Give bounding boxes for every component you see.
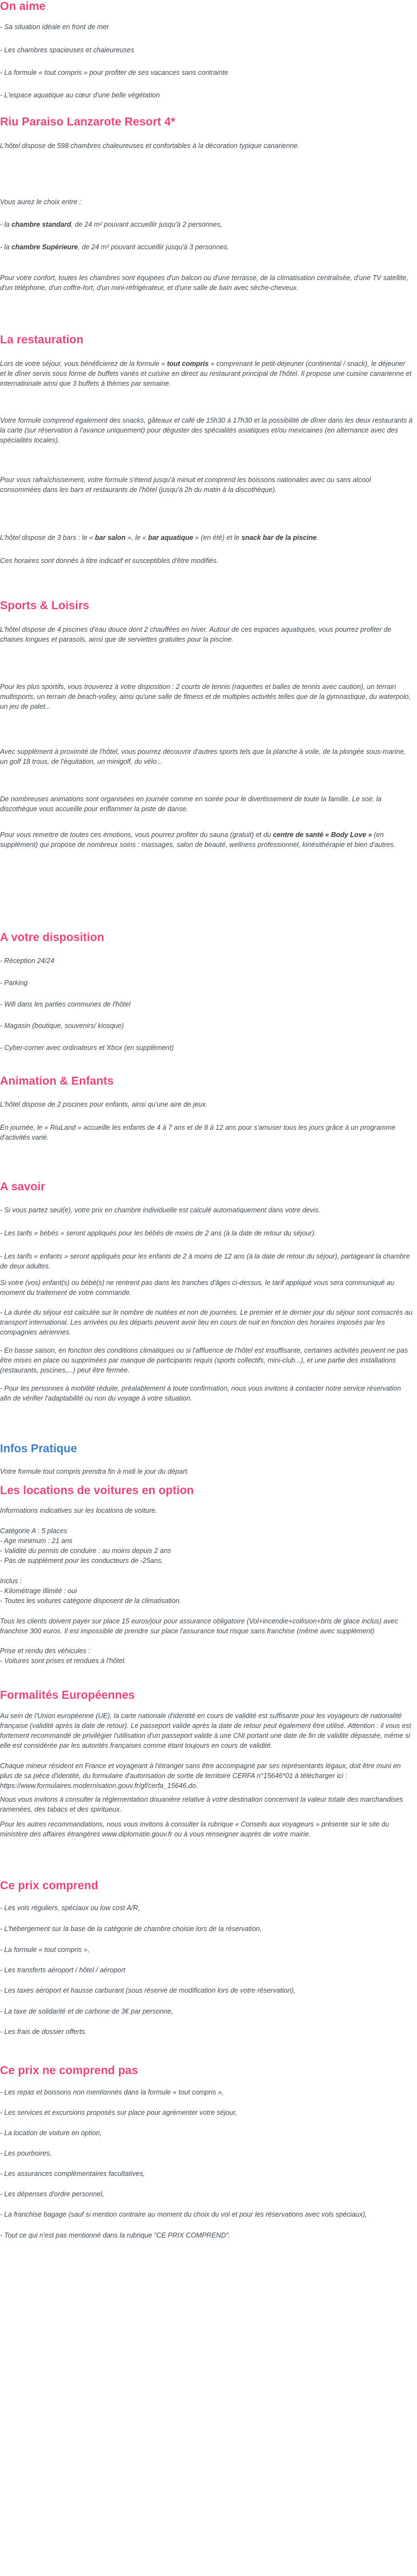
list-item: - Les transferts aéroport / hôtel / aéroport xyxy=(0,1966,125,1974)
list-item: - Les chambres spacieuses et chaleureuses xyxy=(0,46,134,54)
locations-inclus: - Toutes les voitures catégorie disposent de la climatisation. xyxy=(0,1597,182,1605)
room-standard-name: chambre standard xyxy=(11,221,72,228)
section-title-disposition: A votre disposition xyxy=(0,931,105,944)
formalites-p4: Pour les autres recommandations, nous vous invitons à consulter la rubrique « Conseils aux voyageurs » présente sur le site du ministère des affaires étrangères www.diplomatie.gouv.fr ou à vous renseigner auprès de votre mairie. xyxy=(0,1820,389,1838)
list-item: - La formule « tout compris » pour profiter de ses vacances sans contrainte xyxy=(0,69,228,76)
bar-salon: bar salon xyxy=(95,534,126,542)
room-superieure-detail: , de 24 m² pouvant accueillir jusqu'à 3 personnes. xyxy=(78,243,229,251)
section-title-locations: Les locations de voitures en option xyxy=(0,1484,194,1497)
list-item: - Les frais de dossier offerts. xyxy=(0,2028,87,2036)
sports-p5-prefix: Pour vous remettre de toutes ces émotions, vous pourrez profiter du sauna (gratuit) et du xyxy=(0,831,273,839)
room-standard xyxy=(0,220,413,229)
locations-line: - Pas de supplément pour les conducteurs de -25ans. xyxy=(0,1557,163,1565)
list-item: - Les vols réguliers, spéciaux ou low cost A/R, xyxy=(0,1904,140,1912)
section-title-hotel: Riu Paraiso Lanzarote Resort 4* xyxy=(0,116,175,128)
list-item: - Parking xyxy=(0,979,28,987)
locations-p1: Informations indicatives sur les locations de voiture. xyxy=(0,1507,157,1514)
bars-sep-1: », le « xyxy=(125,534,149,542)
body-love-label: centre de santé « Body Love » xyxy=(273,831,372,839)
restauration-note: Ces horaires sont donnés à titre indicatif et susceptibles d'être modifiés. xyxy=(0,557,219,565)
locations-line: Catégorie A : 5 places xyxy=(0,1527,68,1535)
locations-prise: - Voitures sont prises et rendues à l'hôtel. xyxy=(0,1657,127,1665)
sports-p5 xyxy=(0,830,413,850)
list-item: - La franchise bagage (sauf si mention contraire au moment du choix du vol et pour les réservations avec vols spéciaux), xyxy=(0,2211,367,2218)
list-item: - Pour les personnes à mobilité réduite, préalablement à toute confirmation, nous vous invitons à contacter notre service réservation afin de vérifier l'adaptabilité ou non du voyage à votre situation. xyxy=(0,1385,401,1402)
list-item: - En basse saison, en fonction des conditions climatiques ou si l'affluence de l'hôtel est insuffisante, certaines activités peuvent ne pas être mises en place ou supprimées par manque de participants requis (sports collectifs, mini-club...), et une partie des installations (restaurants, piscines,...) peut être fermée. xyxy=(0,1347,408,1374)
restauration-p3: Pour vous rafraîchissement, votre formule s'étend jusqu'à minuit et comprend les boissons nationales avec ou sans alcool consommées dans les bars et restaurants de l'hôtel (jusqu'à 2h du matin à la discothèque). xyxy=(0,476,371,494)
tout-compris-label: tout compris xyxy=(167,360,209,368)
section-title-ne-comprend-pas: Ce prix ne comprend pas xyxy=(0,2064,138,2077)
room-choice-lead: Vous aurez le choix entre : xyxy=(0,198,81,206)
room-superieure-name: chambre Supérieure xyxy=(11,243,78,251)
section-title-infos: Infos Pratique xyxy=(0,1442,78,1455)
bars-suffix: . xyxy=(316,534,319,542)
list-item: - Les tarifs « enfants » seront appliqués pour les enfants de 2 à moins de 12 ans (à la date de retour du séjour), partageant la chambre de deux adultes. xyxy=(0,1253,410,1270)
restauration-p1 xyxy=(0,359,413,389)
formalites-p2: Chaque mineur résident en France et voyageant à l'étranger sans être accompagné par ses représentants légaux, doit être muni en plus de sa pièce d'identité, du formulaire d'autorisation de sortie de territoire CERFA n°15646*01 à télécharger ici : https://www.formulaires.modernisation.gouv.fr/gf/cerfa_15646.do. xyxy=(0,1762,401,1790)
sports-p2: Pour les plus sportifs, vous trouverez à votre disposition : 2 courts de tennis (raquettes et balles de tennis avec caution), un terrain multisports, un terrain de beach-volley, ainsi qu'une salle de fitness et de multiples activités telles que de la gymnastique, du waterpolo, un jeu de palet... xyxy=(0,683,411,710)
list-item: - Magasin (boutique, souvenirs/ kiosque) xyxy=(0,1022,124,1030)
sports-p3: Avec supplément à proximité de l'hôtel, vous pourrez découvrir d'autres sports tels que la planche à voile, de la plongée sous-marine, un golf 18 trous, de l'équitation, un minigolf, du vélo... xyxy=(0,748,406,765)
room-comfort: Pour votre confort, toutes les chambres sont équipées d'un balcon ou d'une terrasse, de la climatisation centralisée, d'une TV satellite, d'un téléphone, d'un coffre-fort, d'un mini-réfrigérateur, et d'une salle de bain avec sèche-cheveux. xyxy=(0,274,409,292)
list-item: - Les dépenses d'ordre personnel, xyxy=(0,2190,105,2198)
list-item: - Tout ce qui n'est pas mentionné dans la rubrique "CE PRIX COMPREND". xyxy=(0,2232,231,2239)
list-item: - L'hébergement sur la base de la catégorie de chambre choisie lors de la réservation, xyxy=(0,1925,262,1933)
list-item: - Réception 24/24 xyxy=(0,957,54,965)
locations-p3: Tous les clients doivent payer sur place 15 euros/jour pour assurance obligatoire (Vol+incendie+collision+bris de glace inclus) avec franchise 300 euros. Il est impossible de prendre sur place l'assurance tout risque sans franchise (même avec supplément) xyxy=(0,1617,398,1635)
list-item: - Cyber-corner avec ordinateurs et Xbox (en supplément) xyxy=(0,1044,174,1052)
bar-aquatique: bar aquatique xyxy=(148,534,194,542)
locations-inclus: Inclus : xyxy=(0,1577,22,1585)
list-item: - Wifi dans les parties communes de l'hôtel xyxy=(0,1000,131,1008)
locations-line: - Validité du permis de conduire : au moins depuis 2 ans xyxy=(0,1547,171,1555)
locations-line: - Age minimum : 21 ans xyxy=(0,1537,73,1545)
infos-p1: Votre formule tout compris prendra fin à midi le jour du départ. xyxy=(0,1468,189,1475)
restauration-p2: Votre formule comprend également des snacks, gâteaux et café de 15h30 à 17h30 et la possibilité de dîner dans les deux restaurants à la carte (sur réservation à l'avance uniquement) pour déguster des spécialités asiatiques et/ou mexicaines (en alternance avec des spécialités locales). xyxy=(0,417,413,444)
room-superieure xyxy=(0,242,413,252)
locations-inclus: - Kilométrage illimité : oui xyxy=(0,1587,77,1595)
section-title-sports: Sports & Loisirs xyxy=(0,599,90,612)
section-title-on-aime: On aime xyxy=(0,0,46,13)
list-item: - Les services et excursions proposés sur place pour agrémenter votre séjour, xyxy=(0,2109,237,2116)
list-item: - Les taxes aéroport et hausse carburant (sous réserve de modification lors de votre réservation), xyxy=(0,1987,296,1994)
section-title-a-savoir: A savoir xyxy=(0,1180,46,1193)
list-item: - La durée du séjour est calculée sur le nombre de nuitées et non de journées. Le premier et le dernier jour du séjour sont consacrés au transport international. Les arrivées ou les départs peuvent avoir lieu en cours de nuit en fonction des horaires imposés par les compagnies aériennes. xyxy=(0,1309,413,1336)
list-item: - Les tarifs « bébés » seront appliqués pour les bébés de moins de 2 ans (à la date de retour du séjour). xyxy=(0,1229,316,1237)
restauration-bars xyxy=(0,533,413,543)
formalites-p1: Au sein de l'Union européenne (UE), la carte nationale d'identité en cours de validité est suffisante pour les voyageurs de nationalité française (validité après la date de retour). Le passeport valide après la date de retour peut également être utilisé. Attention : il vous est fortement recommandé de privilégier l'utilisation d'un passeport valide à une CNI portant une date de fin de validité dépassée, même si elle est considérée par les autorités françaises comme étant toujours en cours de validité. xyxy=(0,1712,411,1749)
list-item: - Sa situation idéale en front de mer xyxy=(0,23,109,31)
snack-bar-piscine: snack bar de la piscine xyxy=(241,534,317,542)
hotel-intro: L'hôtel dispose de 598 chambres chaleureuses et confortables à la décoration typique canarienne. xyxy=(0,142,300,150)
list-item: - Si vous partez seul(e), votre prix en chambre individuelle est calculé automatiquement dans votre devis. xyxy=(0,1206,321,1214)
sports-p4: De nombreuses animations sont organisées en journée comme en soirée pour le divertissement de toute la famille. Le soir, la discothèque vous accueille pour enflammer la piste de danse. xyxy=(0,795,382,813)
formalites-p3: Nous vous invitons à consulter la réglementation douanière relative à votre destination concernant la valeur totale des marchandises ramenées, des tabacs et des spiritueux. xyxy=(0,1796,403,1813)
room-standard-prefix: - la xyxy=(0,221,12,228)
room-standard-detail: , de 24 m² pouvant accueillir jusqu'à 2 personnes, xyxy=(71,221,222,228)
list-item: - Les repas et boissons non mentionnés dans la formule « tout compris », xyxy=(0,2088,224,2096)
section-title-animation: Animation & Enfants xyxy=(0,1075,114,1087)
animation-p2: En journée, le « RiuLand » accueille les enfants de 4 à 7 ans et de 8 à 12 ans pour s'amuser tous les jours grâce à un programme d'activités varié. xyxy=(0,1124,396,1141)
locations-prise: Prise et rendu des véhicules : xyxy=(0,1647,90,1655)
list-item: Si votre (vos) enfant(s) ou bébé(s) ne rentrent pas dans les tranches d'âges ci-dessus, le tarif appliqué vous sera communiqué au moment du traitement de votre commande. xyxy=(0,1279,394,1297)
list-item: - La formule « tout compris », xyxy=(0,1946,90,1954)
sports-p5-suffix: (en supplément) qui propose de nombreux soins : massages, salon de beauté, wellness professionnel, kinésithérapie et bien d'autres. xyxy=(0,831,396,849)
section-title-formalites: Formalités Européennes xyxy=(0,1689,135,1702)
list-item: - Les pourboires, xyxy=(0,2150,52,2157)
section-title-restauration: La restauration xyxy=(0,333,84,346)
sports-p1: L'hôtel dispose de 4 piscines d'eau douce dont 2 chauffées en hiver. Autour de ces espaces aquatiques, vous pourrez profiter de chaises longues et parasols, ainsi que de serviettes gratuites pour la piscine. xyxy=(0,626,392,643)
room-superieure-prefix: - la xyxy=(0,243,12,251)
list-item: - Les assurances complémentaires facultatives, xyxy=(0,2170,145,2178)
restauration-p1-suffix: » comprenant le petit-déjeuner (continental / snack), le déjeuner et le dîner servis sous forme de buffets variés et cuisine en direct au restaurant principal de l'hôtel. Il propose une cuisine canarienne et internationale ainsi que 3 buffets à thèmes par semaine. xyxy=(0,360,411,387)
bars-sep-2: » (en été) et le xyxy=(193,534,242,542)
restauration-p1-prefix: Lors de votre séjour, vous bénéficierez de la formule « xyxy=(0,360,167,368)
bars-prefix: L'hôtel dispose de 3 bars : le « xyxy=(0,534,95,542)
animation-p1: L'hôtel dispose de 2 piscines pour enfants, ainsi qu'une aire de jeux. xyxy=(0,1101,208,1108)
list-item: - La taxe de solidarité et de carbone de 3€ par personne, xyxy=(0,2008,173,2015)
list-item: - L'espace aquatique au cœur d'une belle végétation xyxy=(0,91,160,99)
list-item: - La location de voiture en option, xyxy=(0,2129,102,2137)
section-title-comprend: Ce prix comprend xyxy=(0,1879,98,1892)
